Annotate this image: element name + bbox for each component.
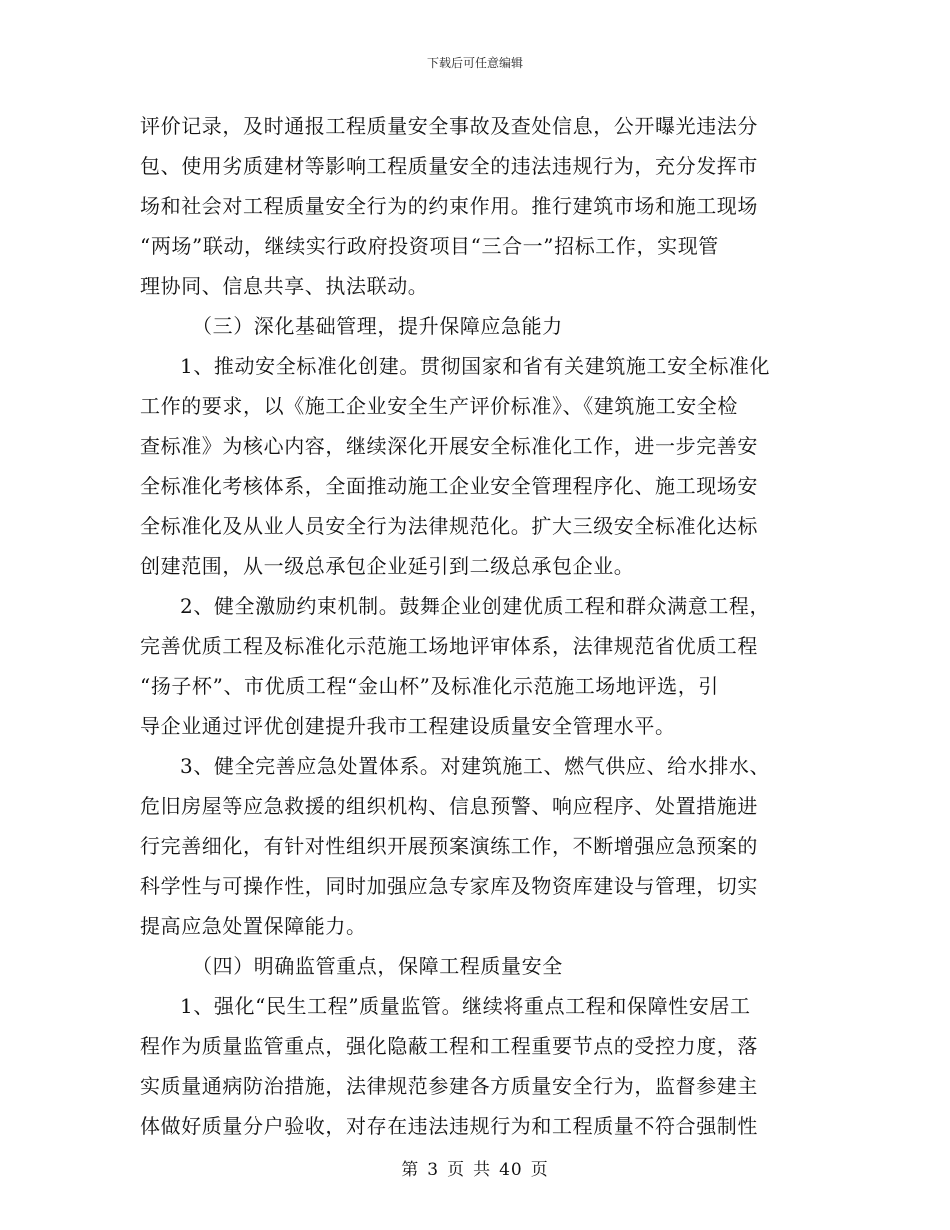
paragraph-start: 1、推动安全标准化创建。贯彻国家和省有关建筑施工安全标准化 <box>180 354 771 378</box>
document-body <box>140 106 810 1146</box>
text-line: 评价记录，及时通报工程质量安全事故及查处信息，公开曝光违法分 <box>140 114 758 138</box>
text-line: 包、使用劣质建材等影响工程质量安全的违法违规行为，充分发挥市 <box>140 154 758 178</box>
page-footer <box>0 1155 950 1180</box>
text-line: 提高应急处置保障能力。 <box>140 914 367 938</box>
text-line: 场和社会对工程质量安全行为的约束作用。推行建筑市场和施工现场 <box>140 194 758 218</box>
section-heading: （四）明确监管重点，保障工程质量安全 <box>192 954 563 978</box>
text-line: 理协同、信息共享、执法联动。 <box>140 274 429 298</box>
section-heading: （三）深化基础管理，提升保障应急能力 <box>192 314 563 338</box>
total-pages: 40 <box>499 1160 523 1180</box>
text-line: “两场”联动，继续实行政府投资项目“三合一”招标工作，实现管 <box>140 234 719 258</box>
text-line: 科学性与可操作性，同时加强应急专家库及物资库建设与管理，切实 <box>140 874 758 898</box>
footer-prefix: 第 <box>401 1160 420 1180</box>
paragraph-start: 3、健全完善应急处置体系。对建筑施工、燃气供应、给水排水、 <box>180 754 771 778</box>
text-line: 工作的要求，以《施工企业安全生产评价标准》、《建筑施工安全检 <box>140 394 738 418</box>
footer-page-word: 页 <box>447 1160 466 1180</box>
paragraph-start: 2、健全激励约束机制。鼓舞企业创建优质工程和群众满意工程， <box>180 594 771 618</box>
footer-suffix: 页 <box>530 1160 549 1180</box>
paragraph-start: 1、强化“民生工程”质量监管。继续将重点工程和保障性安居工 <box>180 994 751 1018</box>
footer-total-prefix: 共 <box>473 1160 492 1180</box>
page-header: 下载后可任意编辑 <box>426 56 523 70</box>
text-line: 行完善细化，有针对性组织开展预案演练工作，不断增强应急预案的 <box>140 834 758 858</box>
text-line: 实质量通病防治措施，法律规范参建各方质量安全行为，监督参建主 <box>140 1074 758 1098</box>
text-line: 完善优质工程及标准化示范施工场地评审体系，法律规范省优质工程 <box>140 634 758 658</box>
text-line: 程作为质量监管重点，强化隐蔽工程和工程重要节点的受控力度，落 <box>140 1034 758 1058</box>
text-line: “扬子杯”、市优质工程“金山杯”及标准化示范施工场地评选，引 <box>140 674 719 698</box>
text-line: 导企业通过评优创建提升我市工程建设质量安全管理水平。 <box>140 714 676 738</box>
text-line: 危旧房屋等应急救援的组织机构、信息预警、响应程序、处置措施进 <box>140 794 758 818</box>
text-line: 创建范围，从一级总承包企业延引到二级总承包企业。 <box>140 554 635 578</box>
text-line: 全标准化及从业人员安全行为法律规范化。扩大三级安全标准化达标 <box>140 514 758 538</box>
text-line: 体做好质量分户验收，对存在违法违规行为和工程质量不符合强制性 <box>140 1114 758 1138</box>
page-number: 3 <box>427 1160 440 1180</box>
text-line: 查标准》为核心内容，继续深化开展安全标准化工作，进一步完善安 <box>140 434 758 458</box>
text-line: 全标准化考核体系，全面推动施工企业安全管理程序化、施工现场安 <box>140 474 758 498</box>
